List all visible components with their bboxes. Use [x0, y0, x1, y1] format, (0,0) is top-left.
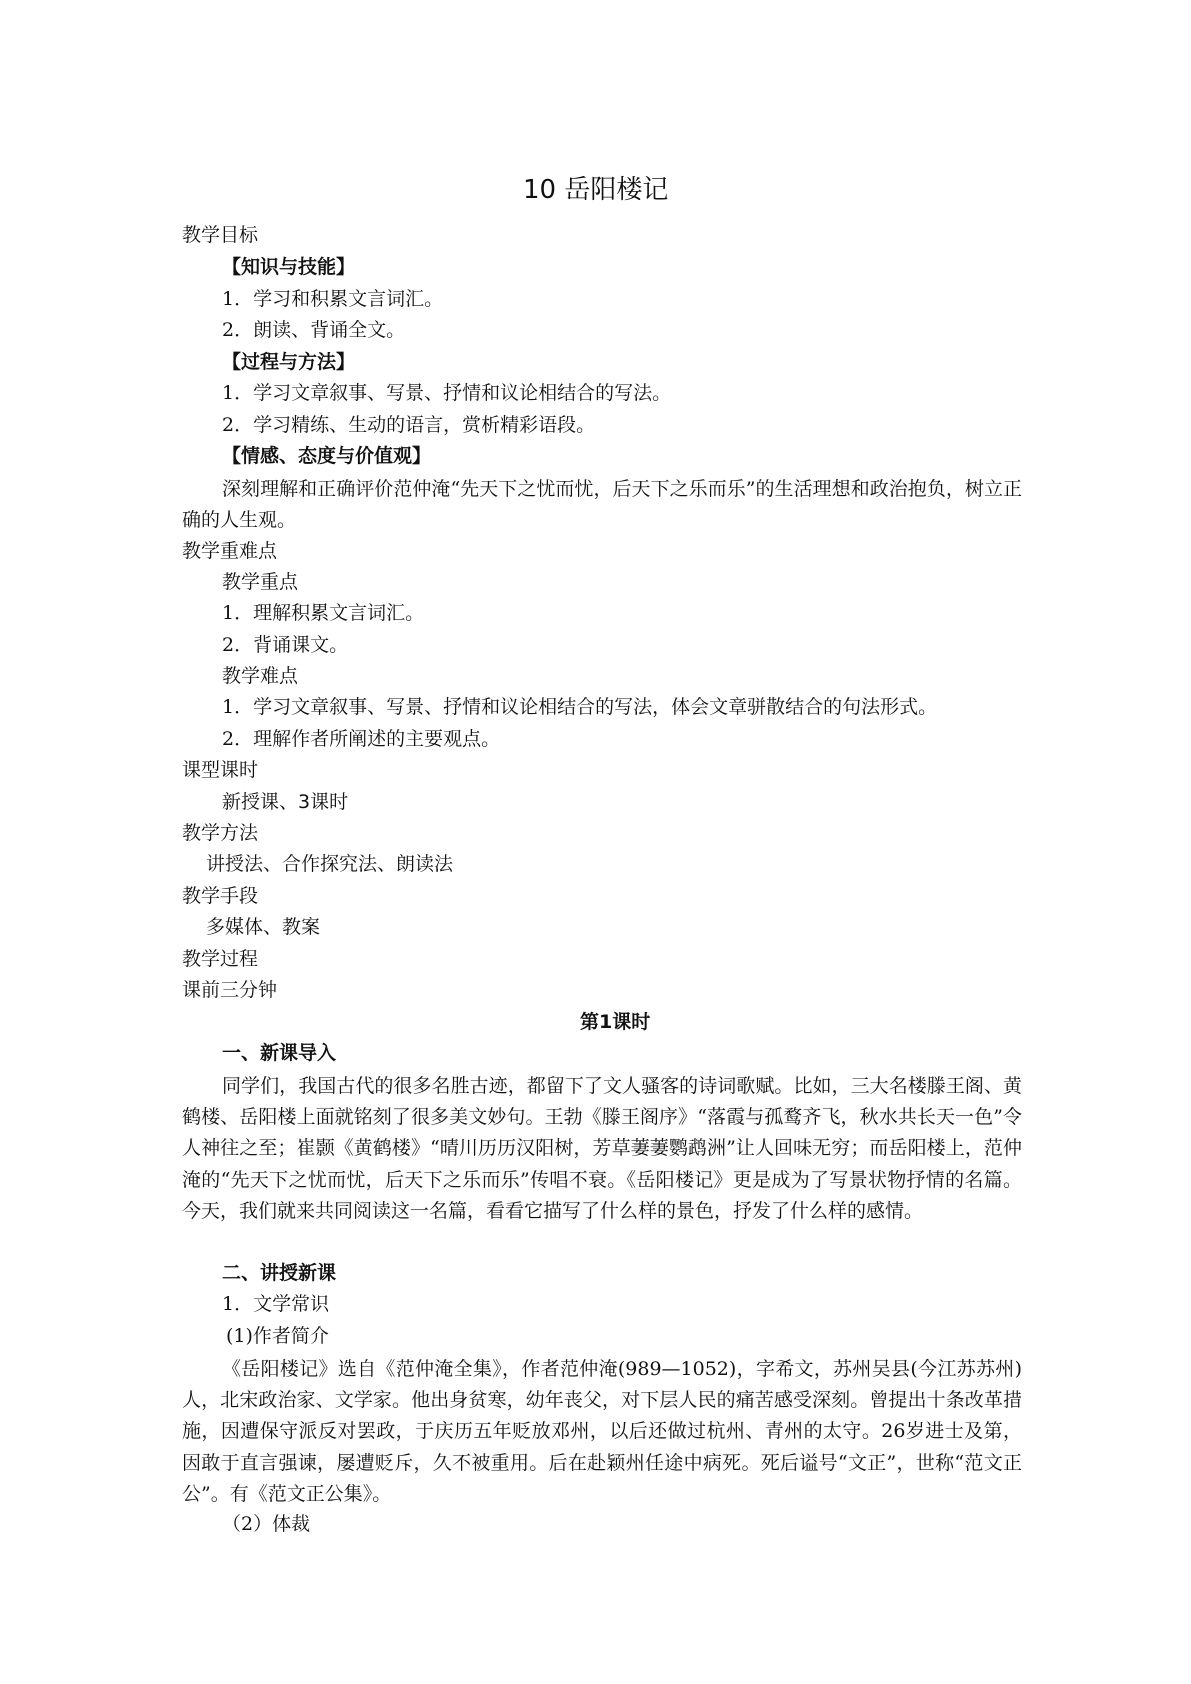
list-item: 1．学习文章叙事、写景、抒情和议论相结合的写法。 — [222, 382, 672, 404]
section-heading-means: 教学手段 — [182, 885, 259, 907]
list-item: 2．朗读、背诵全文。 — [222, 319, 406, 341]
subheading-process: 【过程与方法】 — [222, 351, 356, 373]
subheading-knowledge: 【知识与技能】 — [222, 256, 356, 278]
subheading-values: 【情感、态度与价值观】 — [222, 445, 432, 467]
section-heading-methods: 教学方法 — [182, 822, 259, 844]
list-item: 2．理解作者所阐述的主要观点。 — [222, 728, 501, 750]
subheading-focus: 教学重点 — [222, 571, 299, 593]
subheading-difficulty: 教学难点 — [222, 665, 299, 687]
subheading-author: (1)作者简介 — [226, 1325, 329, 1347]
section-heading-class-type: 课型课时 — [182, 759, 259, 781]
lesson-heading: 第1课时 — [580, 1011, 651, 1033]
subheading-literature: 1．文学常识 — [222, 1293, 330, 1315]
section-heading-warmup: 课前三分钟 — [182, 979, 278, 1001]
page-title: 10 岳阳楼记 — [523, 175, 669, 205]
intro-paragraph: 同学们，我国古代的很多名胜古迹，都留下了文人骚客的诗词歌赋。比如，三大名楼滕王阁、黄鹤楼、岳阳楼上面就铭刻了很多美文妙句。王勃《滕王阁序》“落霞与孤鹜齐飞，秋水共长天一色”令人神往之至；崔颢《黄鹤楼》“晴川历历汉阳树，芳草萋萋鹦鹉洲”让人回味无穷；而岳阳楼上，范仲淹的“先天下之忧而忧，后天下之乐而乐”传唱不衰。《岳阳楼记》更是成为了写景状物抒情的名篇。今天，我们就来共同阅读这一名篇，看看它描写了什么样的景色，抒发了什么样的感情。 — [182, 1075, 1022, 1222]
values-paragraph: 深刻理解和正确评价范仲淹“先天下之忧而忧，后天下之乐而乐”的生活理想和政治抱负，树立正确的人生观。 — [182, 478, 1022, 532]
section-heading-objectives: 教学目标 — [182, 224, 259, 246]
methods-value: 讲授法、合作探究法、朗读法 — [206, 853, 454, 875]
section-heading-keypoints: 教学重难点 — [182, 540, 278, 562]
list-item: 1．学习文章叙事、写景、抒情和议论相结合的写法，体会文章骈散结合的句法形式。 — [222, 696, 938, 718]
class-type-value: 新授课、3课时 — [222, 791, 349, 813]
part-heading-teaching: 二、讲授新课 — [222, 1262, 337, 1284]
list-item: 2．背诵课文。 — [222, 634, 349, 656]
list-item: 1．学习和积累文言词汇。 — [222, 288, 444, 310]
means-value: 多媒体、教案 — [206, 916, 321, 938]
section-heading-process: 教学过程 — [182, 948, 259, 970]
author-paragraph: 《岳阳楼记》选自《范仲淹全集》，作者范仲淹(989—1052)，字希文，苏州吴县(今江苏苏州)人，北宋政治家、文学家。他出身贫寒，幼年丧父，对下层人民的痛苦感受深刻。曾提出十条改革措施，因遭保守派反对罢政，于庆历五年贬放邓州，以后还做过杭州、青州的太守。26岁进士及第，因敢于直言强谏，屡遭贬斥，久不被重用。后在赴颖州任途中病死。死后谥号“文正”，世称“范文正公”。有《范文正公集》。 — [182, 1358, 1022, 1505]
list-item: 1．理解积累文言词汇。 — [222, 602, 425, 624]
list-item: 2．学习精练、生动的语言，赏析精彩语段。 — [222, 414, 596, 436]
subheading-genre: （2）体裁 — [222, 1513, 311, 1535]
part-heading-intro: 一、新课导入 — [222, 1042, 337, 1064]
